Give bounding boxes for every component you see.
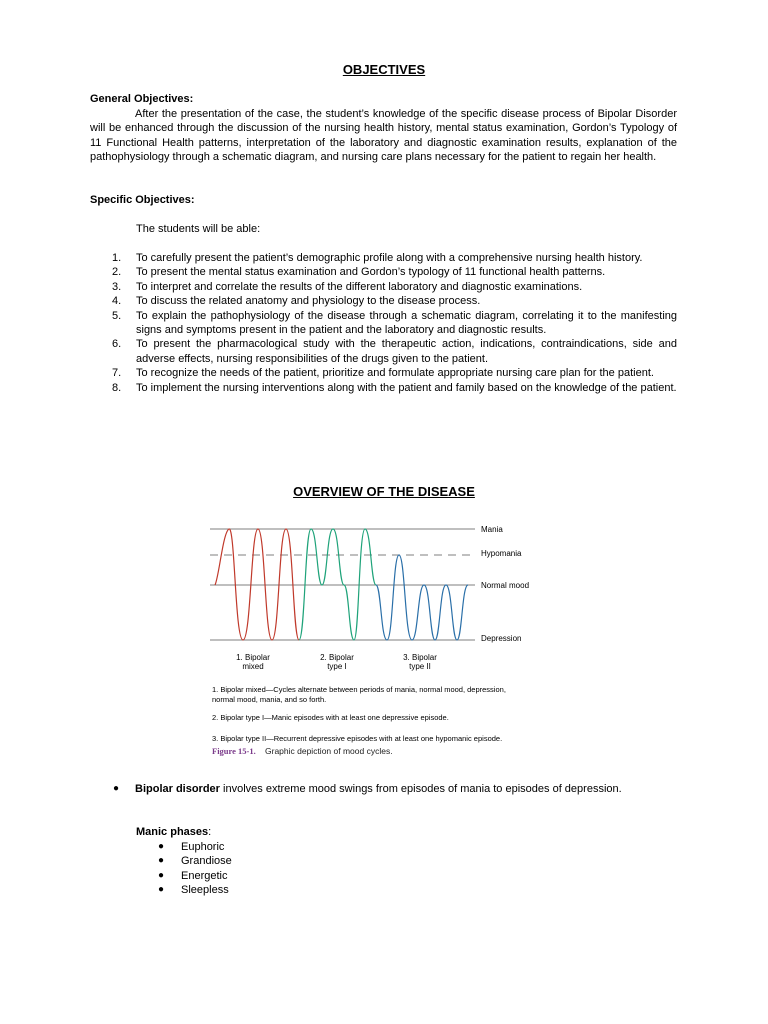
bullet-icon: ● [158,884,165,895]
figure-note-3: 3. Bipolar type II—Recurrent depressive episodes with at least one hypomanic episode. [212,734,503,743]
level-label-hypomania: Hypomania [481,549,522,558]
list-item: 7. To recognize the needs of the patient, prioritize and formulate appropriate nursing care plan for the patient. [112,367,654,380]
list-item: 1. To carefully present the patient’s demographic profile along with a comprehensive nursing health history. [112,252,643,264]
list-item: 5. To explain the pathophysiology of the disease through a schematic diagram, correlating it to the manifesting signs and symptoms present in the patient and the laboratory and diagnostic results. [112,309,677,337]
list-item: 4. To discuss the related anatomy and physiology to the disease process. [112,295,481,308]
list-item: 8. To implement the nursing interventions along with the patient and family based on the knowledge of the patient. [112,381,677,394]
objectives-title: OBJECTIVES [342,62,426,77]
mood-cycles-figure [205,522,575,762]
bullet-icon: ● [158,841,165,852]
specific-objectives-lead: The students will be able: [136,223,261,235]
specific-objectives-list [90,251,677,395]
group-label-type2-1: 3. Bipolar [403,653,437,662]
document-page: OBJECTIVES General Objectives: After the presentation of the case, the student’s knowledge of the specific disease process of Bipolar Disorder will be enhanced through the discussion of the nursing health history, mental status examination, Gordon’s Typology of 11 Functional Health patterns, interpretation of the laboratory and diagnostic examination results, explanation of the pathophysiology through a schematic diagram, and nursing care plans necessary for the patient to regain her health. Specific Objectives: The students will be able: 1. To carefully present the patient’s demographic profile along with a comprehensive nursing health history. 2. To present the mental status examination and Gordon’s typology of 11 functional health patterns. 3. To interpret and correlate the results of the different laboratory and diagnostic examinations. 4. To discuss the related anatomy and physiology to the disease process. 5. To explain the pathophysiology of the disease through a schematic diagram, correlating it to the manifesting signs and symptoms present in the patient and the laboratory and diagnostic results. 6. To present the pharmacological study with the therapeutic action, indications, contraindications, side and adverse effects, nursing responsibilities of the drugs given to the patient. 7. To recognize the needs of the patient, prioritize and formulate appropriate nursing care plan for the patient. 8. To implement the nursing interventions along with the patient and family based on the knowledge of the patient. OVERVIEW OF THE DISEASE Mania Hypomania Normal mood Depression 1. Bipolar mixed 2. Bipolar type I 3. Bipolar type II 1. Bipolar mixed—Cycles alternate between periods of mania, normal mood, depression, normal mood, mania, and so forth. 2. Bipolar type I—Manic episodes with at least one depressive episode. 3. Bipolar type II—Recurrent depressive episodes with at least one hypomanic episode. Figure 15-1. Graphic depiction of mood cycles. ● Bipolar disorder involves extreme mood swings from episodes of mania to episodes of depression. Manic phases: ● Euphoric ● Grandiose ● Energetic ● Sleepless [0,0,768,1024]
type2-curve [376,555,468,640]
figure-note-1b: normal mood, mania, and so forth. [212,695,327,704]
specific-objectives-heading: Specific Objectives: [90,194,195,206]
bullet-icon: ● [158,855,165,866]
figure-note-2: 2. Bipolar type I—Manic episodes with at least one depressive episode. [212,713,449,722]
figure-caption-label: Figure 15-1. [212,746,256,756]
list-item: 3. To interpret and correlate the results of the different laboratory and diagnostic examinations. [112,280,583,293]
level-label-mania: Mania [481,525,503,534]
group-label-mixed-2: mixed [242,662,264,671]
list-item: 6. To present the pharmacological study with the therapeutic action, indications, contraindications, side and adverse effects, nursing responsibilities of the drugs given to the patient. [112,338,677,365]
group-label-type1-2: type I [327,662,347,671]
bullet-icon: ● [158,870,165,881]
group-label-mixed-1: 1. Bipolar [236,653,270,662]
group-label-type1-1: 2. Bipolar [320,653,354,662]
bipolar-term: Bipolar disorder [135,783,220,795]
figure-caption-text: Graphic depiction of mood cycles. [265,746,393,756]
level-label-normal: Normal mood [481,581,530,590]
figure-note-1a: 1. Bipolar mixed—Cycles alternate between periods of mania, normal mood, depression, [212,685,506,694]
level-label-depression: Depression [481,634,522,643]
type1-curve [299,529,376,640]
general-objectives-text: After the presentation of the case, the student’s knowledge of the specific disease process of Bipolar Disorder will be enhanced through the discussion of the nursing health history, mental status examination, Gordon’s Typology of 11 Functional Health patterns, interpretation of the laboratory and diagnostic examination results, explanation of the pathophysiology through a schematic diagram, and nursing care plans necessary for the patient to regain her health. [90,108,677,164]
list-item: 2. To present the mental status examination and Gordon’s typology of 11 functional health patterns. [112,266,606,279]
bipolar-text: involves extreme mood swings from episodes of mania to episodes of depression. [219,783,622,795]
overview-title: OVERVIEW OF THE DISEASE [293,484,475,499]
manic-phases-heading: Manic phases: [136,826,212,838]
bullet-icon: ● [113,783,120,794]
general-objectives-heading: General Objectives: [90,93,194,105]
group-label-type2-2: type II [409,662,431,671]
mixed-curve [215,529,299,640]
